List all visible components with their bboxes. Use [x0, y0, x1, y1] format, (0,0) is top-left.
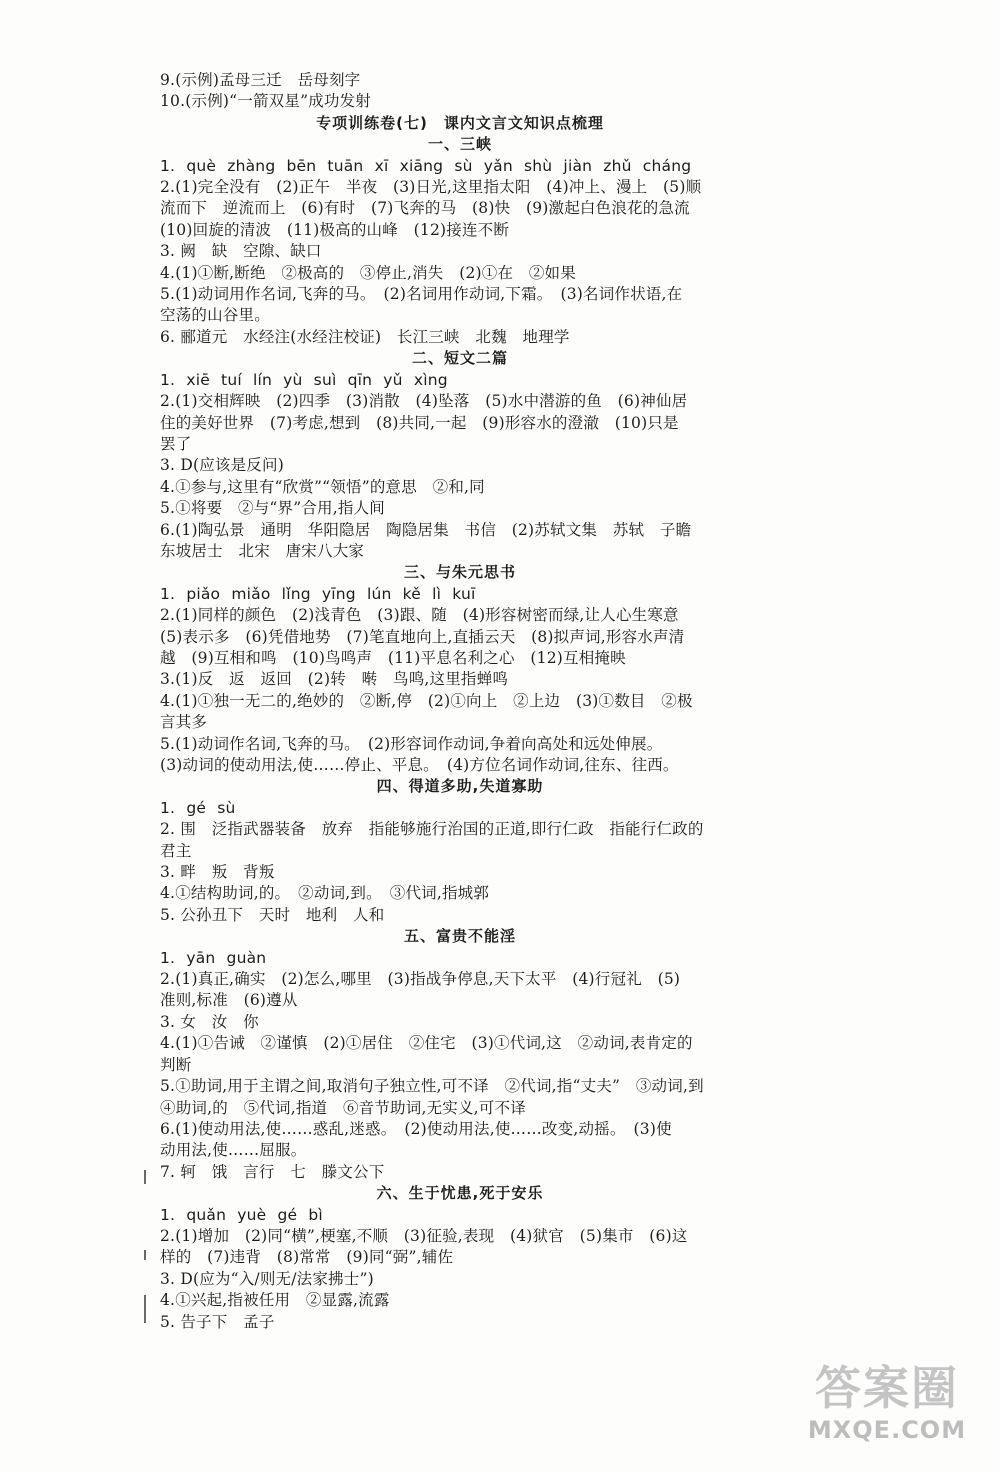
margin-binding-mark — [144, 1170, 146, 1184]
answer-line: 5. 告子下 孟子 — [160, 1312, 275, 1331]
answer-line: 1. piǎo miǎo lǐng yīng lún kě lì kuī — [160, 584, 476, 603]
answer-line: 4.①参与,这里有“欣赏”“领悟”的意思 ②和,同 — [160, 477, 485, 496]
answer-line: 1. quǎn yuè gé bì — [160, 1205, 323, 1224]
answer-line: 动用法,使……屈服。 — [160, 1141, 307, 1160]
answer-line: 2.(1)真正,确实 (2)怎么,哪里 (3)指战争停息,天下太平 (4)行冠礼 (5) — [160, 970, 681, 989]
answer-line: 1. yān guàn — [160, 948, 267, 967]
answer-line: 6.(1)使动用法,使……惑乱,迷惑。 (2)使动用法,使……改变,动摇。 (3)使 — [160, 1119, 672, 1138]
answer-line: 3. 阙 缺 空隙、缺口 — [160, 242, 322, 261]
answer-line: 3. D(应为“入/则无/法家拂士”) — [160, 1269, 374, 1288]
answer-line: 2. 围 泛指武器装备 放弃 指能够施行治国的正道,即行仁政 指能行仁政的 — [160, 820, 704, 839]
watermark-url: MXQE.COM — [807, 1416, 967, 1444]
answer-line: 4.①兴起,指被任用 ②显露,流露 — [160, 1291, 390, 1310]
answer-line: 5. 公孙丑下 天时 地利 人和 — [160, 905, 385, 924]
answer-line: 5.(1)动词用作名词,飞奔的马。 (2)名词用作动词,下霜。 (3)名词作状语,在 — [160, 285, 683, 304]
answer-line: 1. xiē tuí lín yù suì qīn yǔ xìng — [160, 370, 448, 389]
answer-line: 5.①将要 ②与“界”合用,指人间 — [160, 499, 385, 518]
answer-line: 4.(1)①断,断绝 ②极高的 ③停止,消失 (2)①在 ②如果 — [160, 263, 576, 282]
watermark-logo: 答案圈 — [815, 1361, 959, 1415]
answer-line: 5.(1)动词作名词,飞奔的马。 (2)形容词作动词,争着向高处和远处伸展。 — [160, 734, 663, 753]
answer-line: 4.(1)①独一无二的,绝妙的 ②断,停 (2)①向上 ②上边 (3)①数目 ②极 — [160, 691, 693, 710]
answer-page — [160, 70, 760, 1333]
answer-line: (10)回旋的清波 (11)极高的山峰 (12)接连不断 — [160, 220, 510, 239]
answer-line: 5.①助词,用于主谓之间,取消句子独立性,可不译 ②代词,指“丈夫” ③动词,到 — [160, 1077, 704, 1096]
margin-binding-mark — [144, 1295, 146, 1323]
answer-line: 6. 郦道元 水经注(水经注校证) 长江三峡 北魏 地理学 — [160, 327, 570, 346]
answer-line: 2.(1)交相辉映 (2)四季 (3)消散 (4)坠落 (5)水中潜游的鱼 (6)神仙居 — [160, 392, 688, 411]
answer-line: 3. 畔 叛 背叛 — [160, 863, 275, 882]
answer-line: 3. 女 汝 你 — [160, 1012, 259, 1031]
answer-line: 3.(1)反 返 返回 (2)转 啭 鸟鸣,这里指蝉鸣 — [160, 670, 509, 689]
answer-line: 2.(1)同样的颜色 (2)浅青色 (3)跟、随 (4)形容树密而绿,让人心生寒意 — [160, 606, 679, 625]
answer-line: (5)表示多 (6)凭借地势 (7)笔直地向上,直插云天 (8)拟声词,形容水声清 — [160, 627, 685, 646]
answer-line: 4.(1)①告诫 ②谨慎 (2)①居住 ②住宅 (3)①代词,这 ②动词,表肯定的 — [160, 1034, 693, 1053]
section-title: 四、得道多助,失道寡助 — [376, 777, 544, 796]
answer-line: 7. 轲 饿 言行 七 滕文公下 — [160, 1162, 385, 1181]
answer-line: 准则,标准 (6)遵从 — [160, 991, 298, 1010]
answer-line: 2.(1)完全没有 (2)正午 半夜 (3)日光,这里指太阳 (4)冲上、漫上 (5)顺 — [160, 178, 702, 197]
site-watermark — [792, 1360, 982, 1465]
section-title: 二、短文二篇 — [411, 349, 508, 368]
section-title: 六、生于忧患,死于安乐 — [376, 1184, 544, 1203]
answer-line: 越 (9)互相和鸣 (10)鸟鸣声 (11)平息名利之心 (12)互相掩映 — [160, 648, 626, 667]
section-title: 五、富贵不能淫 — [403, 927, 516, 946]
answer-line: 言其多 — [160, 713, 208, 732]
answer-line: 10.(示例)“一箭双星”成功发射 — [160, 92, 371, 111]
answer-line: 东坡居士 北宋 唐宋八大家 — [160, 541, 365, 560]
answer-line: 君主 — [160, 841, 192, 860]
answer-line: 空荡的山谷里。 — [160, 306, 270, 325]
answer-line: 2.(1)增加 (2)同“横”,梗塞,不顺 (3)征验,表现 (4)狱官 (5)集市 (6)这 — [160, 1226, 688, 1245]
answer-line: (3)动词的使动用法,使……停止、平息。 (4)方位名词作动词,往东、往西。 — [160, 756, 679, 774]
answer-line: 罢了 — [160, 434, 192, 453]
answer-line: 3. D(应该是反问) — [160, 456, 284, 475]
answer-line: 4.①结构助词,的。 ②动词,到。 ③代词,指城郭 — [160, 884, 490, 903]
answer-line: 9.(示例)孟母三迁 岳母刻字 — [160, 71, 361, 89]
section-title: 一、三峡 — [427, 135, 492, 154]
answer-line: 6.(1)陶弘景 通明 华阳隐居 陶隐居集 书信 (2)苏轼文集 苏轼 子瞻 — [160, 520, 692, 539]
section-title: 专项训练卷(七) 课内文言文知识点梳理 — [316, 113, 604, 132]
answer-line: 样的 (7)违背 (8)常常 (9)同“弼”,辅佐 — [160, 1248, 454, 1267]
answer-line: 住的美好世界 (7)考虑,想到 (8)共同,一起 (9)形容水的澄澈 (10)只是 — [160, 413, 679, 432]
answer-line: 1. què zhàng bēn tuān xī xiāng sù yǎn shù jiàn zhǔ cháng — [160, 156, 692, 175]
margin-binding-mark — [144, 1250, 146, 1260]
answer-line: 流而下 逆流而上 (6)有时 (7)飞奔的马 (8)快 (9)激起白色浪花的急流 — [160, 199, 690, 218]
answer-line: 1. gé sù — [160, 798, 236, 817]
answer-line: ④助词,的 ⑤代词,指道 ⑥音节助词,无实义,可不译 — [160, 1098, 526, 1117]
section-title: 三、与朱元思书 — [403, 563, 516, 582]
answer-line: 判断 — [160, 1055, 192, 1074]
